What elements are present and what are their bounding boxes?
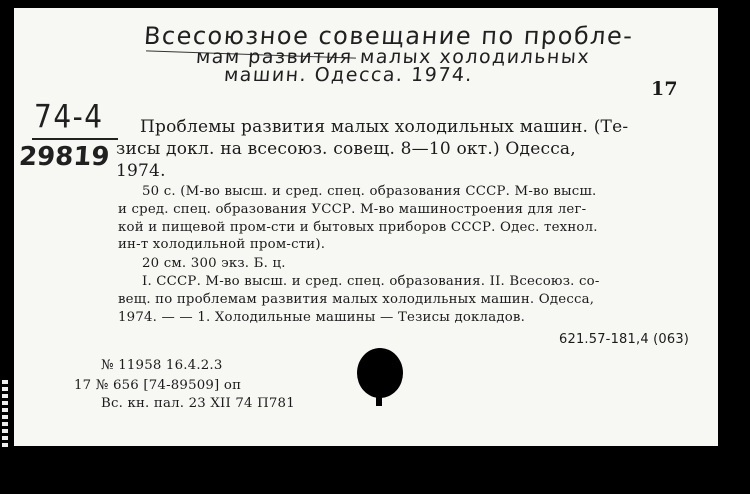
handwritten-heading-line-1: Всесоюзное совещание по пробле- bbox=[143, 22, 635, 50]
footer-registration-line: Вс. кн. пал. 23 XII 74 П781 bbox=[101, 396, 295, 411]
entry-description-line: ин-т холодильной пром-сти). bbox=[118, 237, 326, 252]
punch-hole-notch bbox=[376, 394, 382, 406]
entry-description-line: 50 с. (М-во высш. и сред. спец. образования СССР. М-во высш. bbox=[142, 184, 597, 199]
punch-hole bbox=[357, 348, 403, 398]
page-number: 17 bbox=[651, 78, 678, 100]
entry-subject-line: вещ. по проблемам развития малых холодильных машин. Одесса, bbox=[118, 292, 595, 307]
entry-description-line: и сред. спец. образования УССР. М-во машиностроения для лег- bbox=[118, 202, 587, 217]
handwritten-heading-line-3: машин. Одесса. 1974. bbox=[223, 64, 474, 86]
udc-classification: 621.57-181,4 (063) bbox=[559, 332, 690, 347]
shelfmark-bottom: 29819 bbox=[17, 142, 111, 172]
entry-description-line: кой и пищевой пром-сти и бытовых приборов СССР. Одес. технол. bbox=[118, 220, 598, 235]
entry-title-line: 1974. bbox=[116, 161, 166, 181]
entry-subject-line: 1974. — — 1. Холодильные машины — Тезисы докладов. bbox=[118, 310, 526, 325]
handwritten-heading-line-2: мам развития малых холодильных bbox=[195, 46, 591, 68]
entry-subject-line: I. СССР. М-во высш. и сред. спец. образования. II. Всесоюз. со- bbox=[142, 274, 600, 289]
entry-description-line: 20 см. 300 экз. Б. ц. bbox=[142, 256, 286, 271]
shelfmark-divider bbox=[32, 138, 118, 140]
entry-title-line: зисы докл. на всесоюз. совещ. 8—10 окт.) Одесса, bbox=[116, 139, 576, 159]
entry-title-line: Проблемы развития малых холодильных машин. (Те- bbox=[140, 117, 629, 137]
footer-registration-line: № 11958 16.4.2.3 bbox=[101, 358, 223, 373]
footer-registration-line: 17 № 656 [74-89509] оп bbox=[74, 378, 242, 393]
catalog-card bbox=[14, 8, 718, 446]
scan-edge-marks bbox=[2, 380, 8, 460]
shelfmark-top: 74-4 bbox=[34, 97, 104, 136]
